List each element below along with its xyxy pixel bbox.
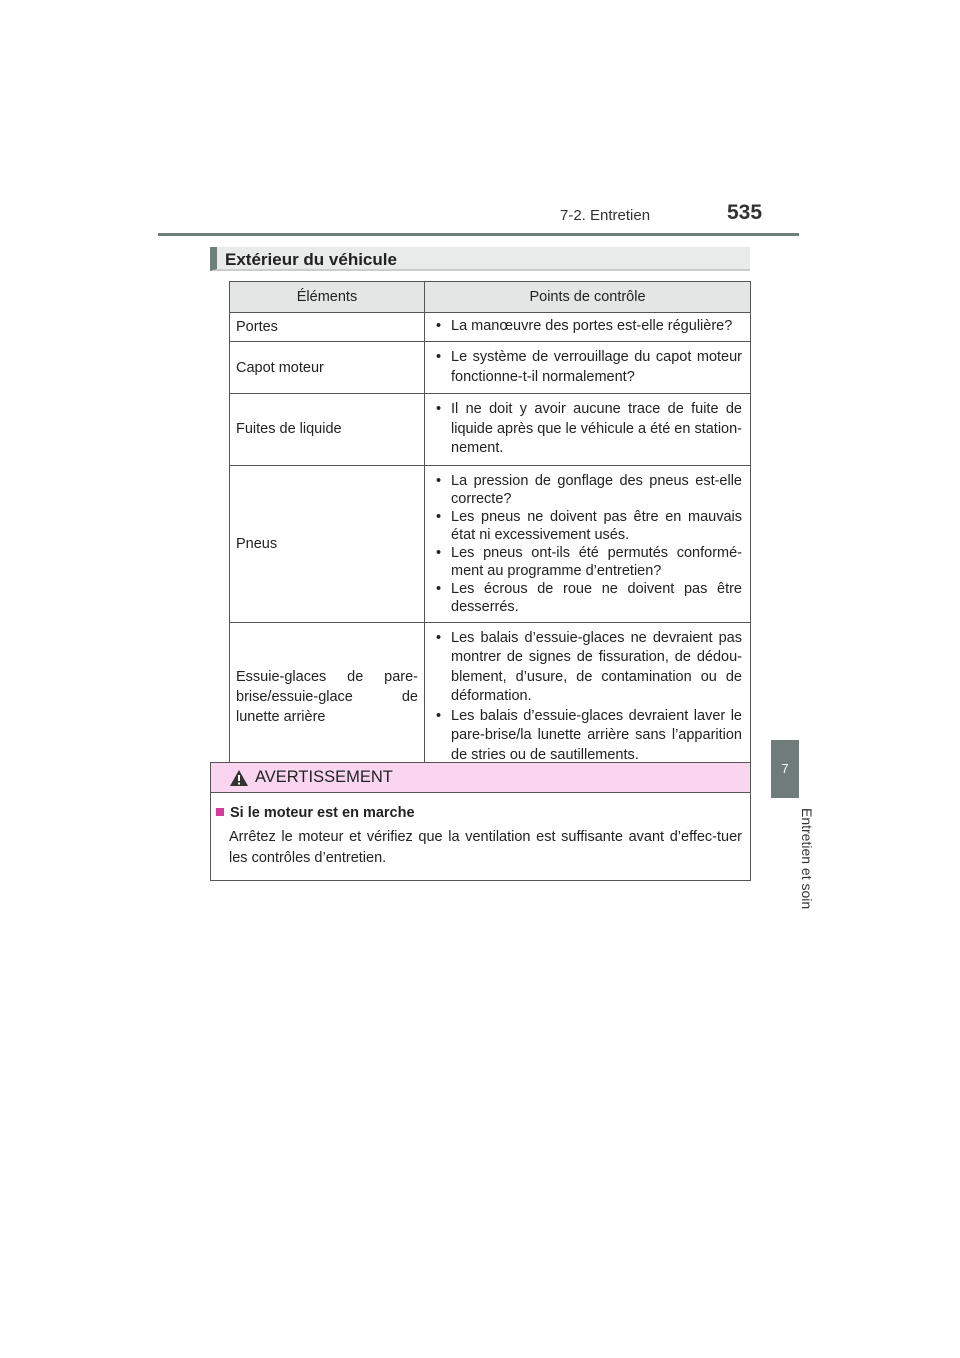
item-cell: Pneus xyxy=(230,465,425,622)
chapter-title: Entretien et soin xyxy=(799,808,815,910)
check-point: • Les pneus ont-ils été permutés conformé-ment au programme d’entretien? xyxy=(433,544,742,580)
warning-text: Arrêtez le moteur et vérifiez que la ventilation est suffisante avant d’effec-tuer les contrôles d’entretien. xyxy=(229,829,742,866)
section-reference: 7-2. Entretien xyxy=(560,207,651,224)
check-point: • Le système de verrouillage du capot moteur fonctionne-t-il normalement? xyxy=(433,348,742,387)
table-row xyxy=(230,465,751,622)
check-point: • La pression de gonflage des pneus est-elle correcte? xyxy=(433,472,742,508)
table-row xyxy=(230,342,751,394)
checks-cell xyxy=(425,394,751,466)
warning-triangle-icon xyxy=(229,769,249,787)
warning-subtitle-text: Si le moteur est en marche xyxy=(230,805,415,821)
checks-cell xyxy=(425,465,751,622)
check-point: • Les balais d’essuie-glaces devraient laver le pare-brise/la lunette arrière sans l’apparition de stries ou de sautillements. xyxy=(433,707,742,766)
chapter-tab: 7 xyxy=(771,740,799,798)
warning-box xyxy=(210,762,751,881)
check-point: • Les pneus ne doivent pas être en mauvais état ni excessivement usés. xyxy=(433,508,742,544)
warning-subtitle xyxy=(216,805,415,821)
check-point: • La manœuvre des portes est-elle régulière? xyxy=(433,317,742,337)
warning-header xyxy=(211,763,750,793)
check-point: • Les écrous de roue ne doivent pas être desserrés. xyxy=(433,580,742,616)
checks-cell xyxy=(425,342,751,394)
square-bullet-icon xyxy=(216,808,224,816)
check-point: • Il ne doit y avoir aucune trace de fuite de liquide après que le véhicule a été en station-nement. xyxy=(433,400,742,459)
inspection-table xyxy=(229,281,751,772)
table-row xyxy=(230,622,751,772)
checks-cell xyxy=(425,313,751,342)
page-number: 535 xyxy=(727,201,763,224)
warning-label: AVERTISSEMENT xyxy=(255,768,393,786)
section-title: Extérieur du véhicule xyxy=(225,250,397,269)
item-cell: Essuie-glaces de pare-brise/essuie-glace de lunette arrière xyxy=(230,622,425,772)
column-header: Éléments xyxy=(230,282,425,313)
checks-cell xyxy=(425,622,751,772)
check-point: • Les balais d’essuie-glaces ne devraient pas montrer de signes de fissuration, de dédou-blement, d’usure, de contamination ou de déformation. xyxy=(433,629,742,707)
table-row xyxy=(230,313,751,342)
table-header-row xyxy=(230,282,751,313)
header-divider xyxy=(158,233,799,236)
section-heading xyxy=(210,247,750,271)
item-cell: Fuites de liquide xyxy=(230,394,425,466)
item-cell: Portes xyxy=(230,313,425,342)
item-cell: Capot moteur xyxy=(230,342,425,394)
column-header: Points de contrôle xyxy=(425,282,751,313)
table-row xyxy=(230,394,751,466)
